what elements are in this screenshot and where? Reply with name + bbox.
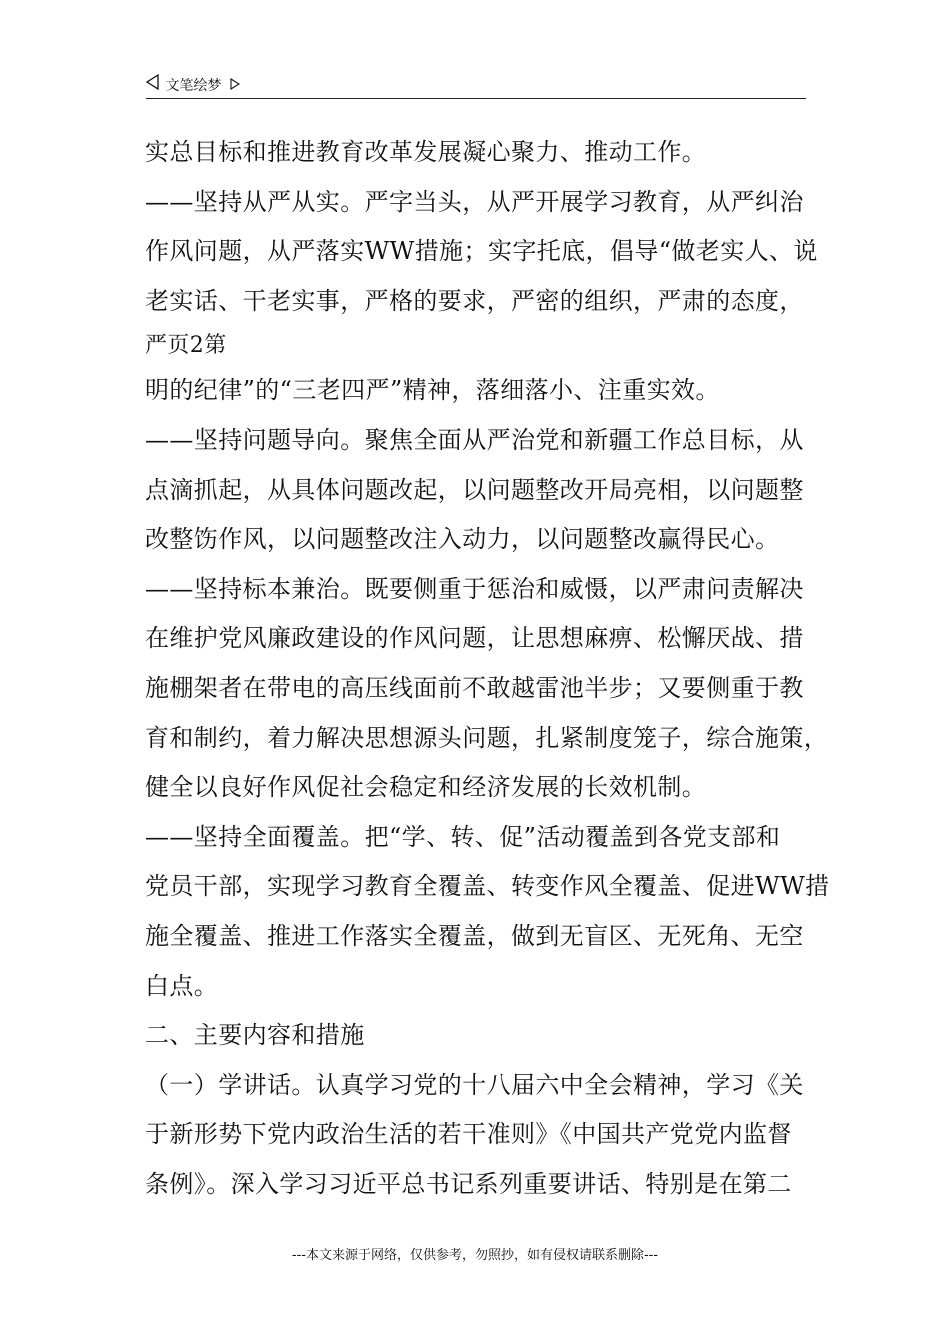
header-brand: 文笔绘梦 bbox=[165, 77, 222, 94]
body-line: ——坚持全面覆盖。把“学、转、促”活动覆盖到各党支部和 bbox=[145, 822, 781, 851]
section-heading: 二、主要内容和措施 bbox=[145, 1021, 365, 1050]
body-line: 老实话、干老实事，严格的要求，严密的组织，严肃的态度， bbox=[145, 286, 804, 315]
body-line: 施全覆盖、推进工作落实全覆盖，做到无盲区、无死角、无空 bbox=[145, 921, 804, 950]
body-line: 健全以良好作风促社会稳定和经济发展的长效机制。 bbox=[145, 773, 707, 802]
page-marker-line: 严页2第 bbox=[145, 333, 227, 359]
right-triangle-outline-icon bbox=[230, 75, 240, 97]
body-line: ——坚持标本兼治。既要侧重于惩治和威慑，以严肃问责解决 bbox=[145, 574, 804, 603]
page-footer-disclaimer: ---本文来源于网络，仅供参考，勿照抄，如有侵权请联系删除--- bbox=[291, 1248, 659, 1263]
body-line: 育和制约，着力解决思想源头问题，扎紧制度笼子，综合施策， bbox=[145, 723, 829, 752]
page-header bbox=[146, 74, 806, 99]
left-triangle-outline-icon bbox=[146, 74, 159, 97]
body-line: 明的纪律”的“三老四严”精神，落细落小、注重实效。 bbox=[145, 376, 720, 405]
body-line: 党员干部，实现学习教育全覆盖、转变作风全覆盖、促进WW措 bbox=[145, 872, 830, 901]
body-line: 作风问题，从严落实WW措施；实字托底，倡导“做老实人、说 bbox=[145, 237, 818, 266]
body-line: 改整饬作风，以问题整改注入动力，以问题整改赢得民心。 bbox=[145, 525, 780, 554]
body-line: 实总目标和推进教育改革发展凝心聚力、推动工作。 bbox=[145, 138, 707, 166]
body-line: （一）学讲话。认真学习党的十八届六中全会精神，学习《关 bbox=[145, 1070, 804, 1099]
body-line: ——坚持从严从实。严字当头，从严开展学习教育，从严纠治 bbox=[145, 187, 804, 216]
body-line: 于新形势下党内政治生活的若干准则》《中国共产党党内监督 bbox=[145, 1120, 792, 1149]
body-line: 条例》。深入学习习近平总书记系列重要讲话、特别是在第二 bbox=[145, 1169, 792, 1198]
body-line: 点滴抓起，从具体问题改起，以问题整改开局亮相，以问题整 bbox=[145, 475, 804, 504]
body-line: 白点。 bbox=[145, 971, 219, 1000]
body-line: 在维护党风廉政建设的作风问题，让思想麻痹、松懈厌战、措 bbox=[145, 624, 804, 653]
body-line: ——坚持问题导向。聚焦全面从严治党和新疆工作总目标，从 bbox=[145, 425, 804, 454]
document-body bbox=[145, 128, 830, 1209]
body-line: 施棚架者在带电的高压线面前不敢越雷池半步；又要侧重于教 bbox=[145, 673, 804, 702]
